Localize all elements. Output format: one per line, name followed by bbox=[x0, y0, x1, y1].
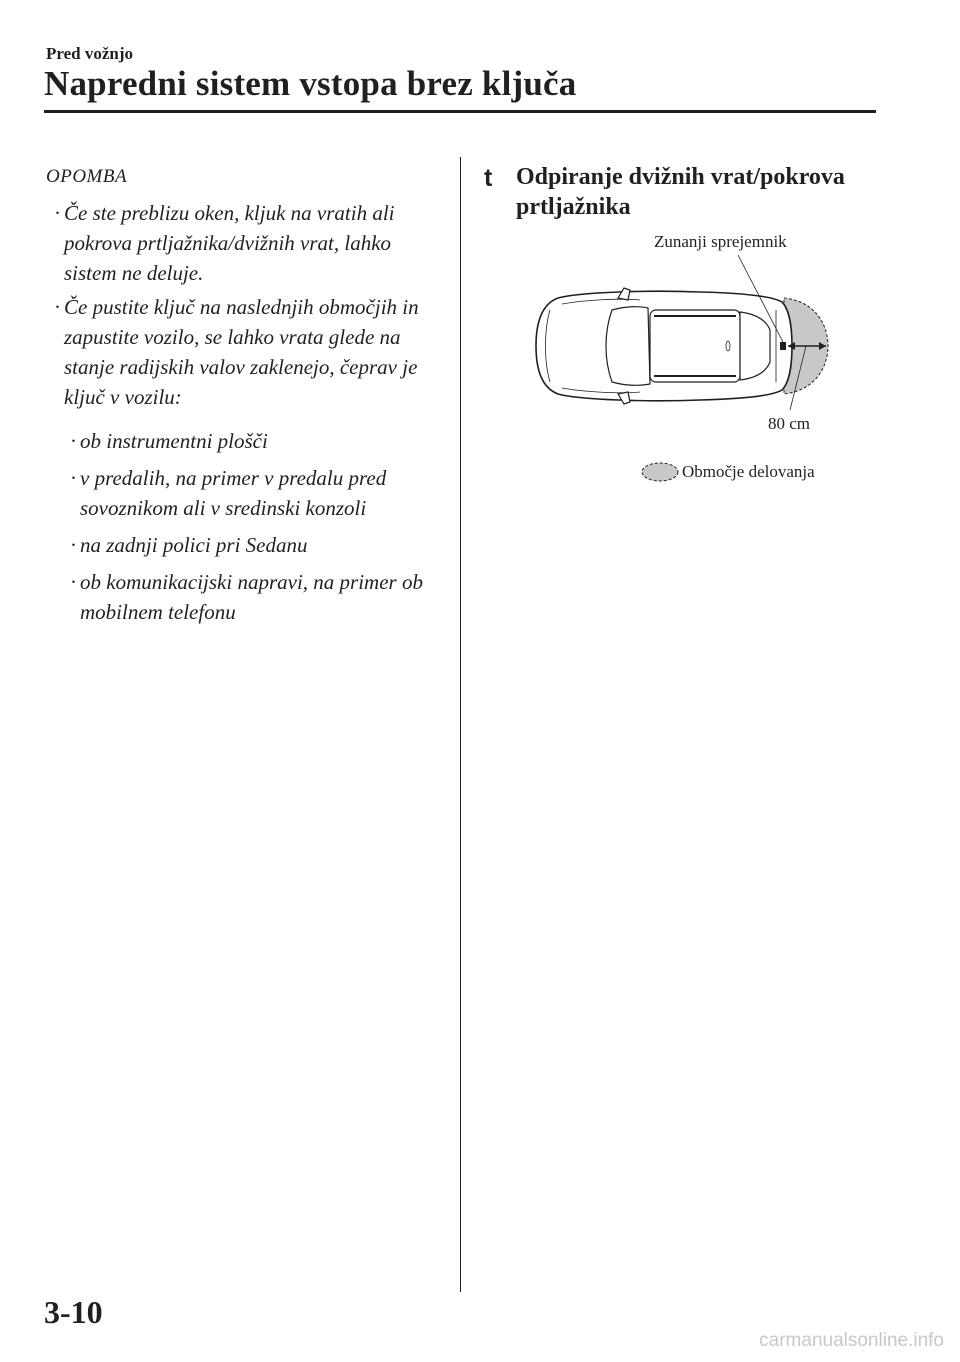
bullet-icon: · bbox=[70, 466, 77, 490]
bullet-icon: · bbox=[70, 533, 77, 557]
title-divider bbox=[44, 110, 876, 113]
chapter-label: Pred vožnjo bbox=[46, 44, 134, 63]
note-bullet-text: Če ste preblizu oken, kljuk na vratih ali pokrova prtljažnika/dvižnih vrat, lahko sistem ne deluje. bbox=[64, 201, 395, 285]
section-marker: t bbox=[484, 164, 493, 192]
note-block bbox=[46, 162, 436, 634]
distance-label: 80 cm bbox=[768, 414, 811, 433]
bullet-icon: · bbox=[54, 295, 61, 319]
note-bullet bbox=[46, 292, 436, 412]
sub-item bbox=[64, 426, 436, 456]
receiver-label: Zunanji sprejemnik bbox=[654, 232, 787, 251]
operating-range-figure bbox=[500, 232, 880, 490]
column-divider bbox=[460, 157, 461, 1292]
sub-item bbox=[64, 567, 436, 627]
mirror-left bbox=[618, 288, 630, 300]
note-bullet bbox=[46, 198, 436, 288]
page-title: Napredni sistem vstopa brez ključa bbox=[44, 64, 577, 103]
mirror-right bbox=[618, 392, 630, 404]
roof bbox=[650, 310, 740, 382]
bullet-icon: · bbox=[70, 429, 77, 453]
legend-swatch bbox=[642, 463, 678, 481]
windshield bbox=[606, 307, 650, 386]
watermark: carmanualsonline.info bbox=[759, 1330, 944, 1351]
page-number: 3-10 bbox=[44, 1294, 103, 1330]
rear-window bbox=[740, 312, 770, 380]
legend-label: Območje delovanja bbox=[682, 462, 815, 481]
section-heading: Odpiranje dvižnih vrat/pokrova prtljažnika bbox=[516, 164, 845, 220]
note-bullet-text: Če pustite ključ na naslednjih območjih in zapustite vozilo, se lahko vrata glede na stanje radijskih valov zaklenejo, čeprav je ključ v vozilu: bbox=[64, 295, 419, 409]
sub-item-text: v predalih, na primer v predalu pred sovoznikom ali v sredinski konzoli bbox=[80, 466, 387, 520]
bullet-icon: · bbox=[54, 201, 61, 225]
sub-item bbox=[64, 530, 436, 560]
receiver-icon bbox=[780, 342, 786, 350]
sub-item-text: ob komunikacijski napravi, na primer ob mobilnem telefonu bbox=[80, 570, 423, 624]
sub-item bbox=[64, 463, 436, 523]
car-top-view-illustration bbox=[500, 240, 880, 490]
sub-list bbox=[46, 426, 436, 627]
note-label: OPOMBA bbox=[46, 166, 128, 187]
sub-item-text: ob instrumentni plošči bbox=[80, 429, 268, 453]
bullet-icon: · bbox=[70, 570, 77, 594]
sub-item-text: na zadnji polici pri Sedanu bbox=[80, 533, 308, 557]
